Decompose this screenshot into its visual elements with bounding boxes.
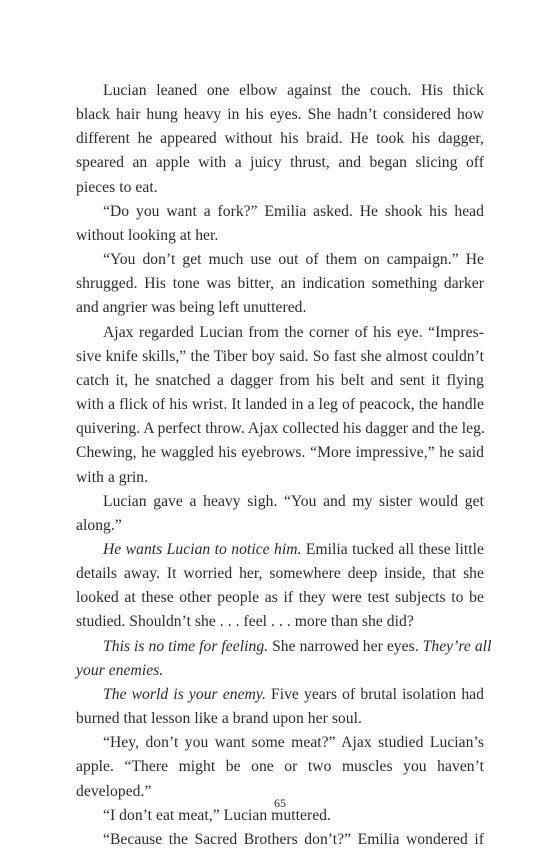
line-text: Emilia tucked all these little — [301, 540, 484, 558]
line-text: with a flick of his wrist. It landed in a leg of peacock, the handle — [76, 396, 484, 414]
line-text: Lucian gave a heavy sigh. “You and my sister would get — [103, 492, 484, 510]
text-line — [76, 683, 484, 707]
italic-text: This is no time for feeling. — [103, 637, 269, 655]
italic-text: your enemies. — [76, 661, 164, 679]
line-text: “Do you want a fork?” Emilia asked. He shook his head — [103, 202, 484, 220]
text-line — [76, 296, 484, 320]
text-line — [76, 538, 484, 562]
line-text: Ajax regarded Lucian from the corner of his eye. “Impres- — [103, 323, 484, 341]
page-number: 65 — [274, 796, 286, 810]
text-line — [76, 151, 484, 175]
text-line — [76, 441, 484, 465]
text-line — [76, 417, 484, 441]
line-text: with a grin. — [76, 468, 149, 486]
text-line — [76, 176, 484, 200]
line-text: pieces to eat. — [76, 178, 158, 196]
line-text: studied. Shouldn’t she . . . feel . . . more than she did? — [76, 613, 414, 631]
text-line — [76, 272, 484, 296]
line-text: without looking at her. — [76, 226, 219, 244]
text-line — [76, 127, 484, 151]
line-text: looked at these other people as if they were test subjects to be — [76, 589, 484, 607]
line-text: shrugged. His tone was bitter, an indication something darker — [76, 275, 484, 293]
line-text: Five years of brutal isolation had — [265, 685, 484, 703]
line-text: “I don’t eat meat,” Lucian muttered. — [103, 806, 331, 824]
line-text: “Hey, don’t you want some meat?” Ajax studied Lucian’s — [103, 734, 484, 752]
line-text: catch it, he snatched a dagger from his belt and sent it flying — [76, 371, 484, 389]
text-line — [76, 79, 484, 103]
line-text: quivering. A perfect throw. Ajax collected his dagger and the leg. — [76, 420, 485, 438]
text-line — [76, 562, 484, 586]
line-text: developed.” — [76, 782, 152, 800]
text-line — [76, 369, 484, 393]
text-line — [76, 828, 484, 852]
text-line — [76, 321, 484, 345]
line-text: apple. “There might be one or two muscles you haven’t — [76, 758, 484, 776]
line-text: along.” — [76, 516, 122, 534]
line-text: Chewing, he waggled his eyebrows. “More impressive,” he said — [76, 444, 484, 462]
text-line — [76, 707, 484, 731]
line-text: sive knife skills,” the Tiber boy said. So fast she almost couldn’t — [76, 347, 484, 365]
text-line — [76, 103, 484, 127]
line-text: Lucian leaned one elbow against the couch. His thick — [103, 82, 484, 99]
text-line — [76, 635, 492, 659]
line-text: different he appeared without his braid. He took his dagger, — [76, 130, 484, 148]
line-text: She narrowed her eyes. — [268, 637, 423, 655]
text-line — [76, 755, 484, 779]
line-text: and angrier was being left unuttered. — [76, 299, 307, 317]
text-line — [76, 731, 484, 755]
text-line — [76, 586, 484, 610]
italic-text: The world is your enemy. — [103, 685, 266, 703]
text-line — [76, 610, 484, 634]
line-text: speared an apple with a juicy thrust, and began slicing off — [76, 154, 484, 172]
text-line — [76, 514, 484, 538]
line-text: “Because the Sacred Brothers don’t?” Emilia wondered if — [103, 830, 484, 848]
text-line — [76, 466, 484, 490]
text-line — [76, 393, 484, 417]
line-text: “You don’t get much use out of them on campaign.” He — [103, 251, 484, 269]
italic-text: They’re all — [422, 637, 492, 655]
text-line — [76, 659, 484, 683]
line-text: details away. It worried her, somewhere deep inside, that she — [76, 565, 484, 583]
line-text: burned that lesson like a brand upon her soul. — [76, 710, 362, 728]
text-line — [76, 224, 484, 248]
text-line — [76, 248, 484, 272]
text-line — [76, 200, 484, 224]
line-text: black hair hung heavy in his eyes. She hadn’t considered how — [76, 106, 484, 124]
text-line — [76, 490, 484, 514]
italic-text: He wants Lucian to notice him. — [103, 540, 302, 558]
body-text — [76, 79, 492, 852]
text-line — [76, 345, 484, 369]
